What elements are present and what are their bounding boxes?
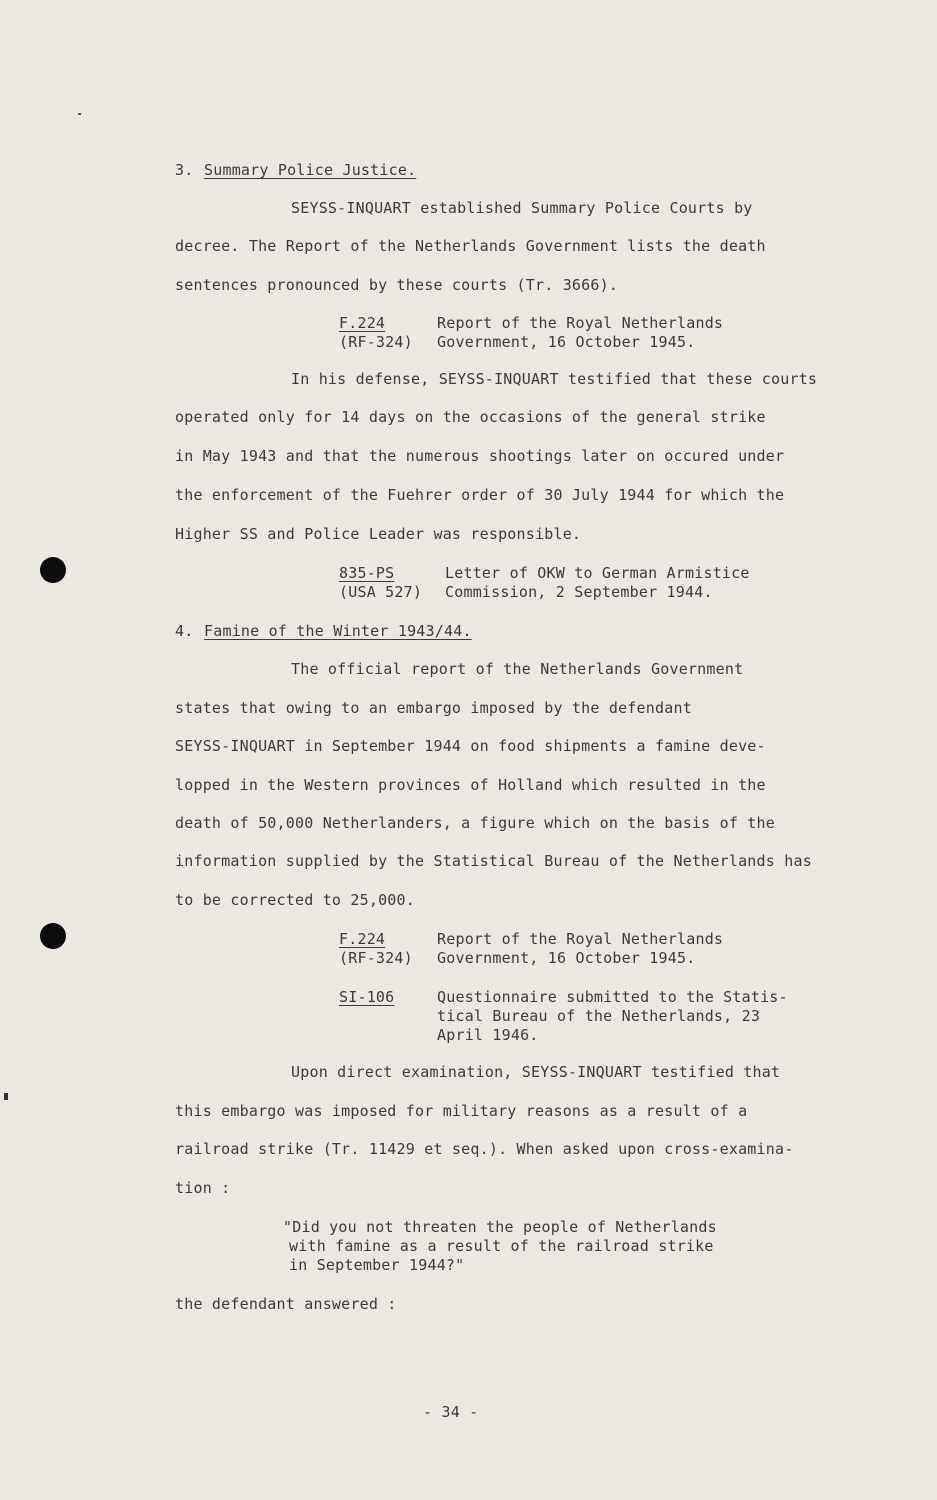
punch-hole-bottom — [40, 923, 66, 949]
closing-line: the defendant answered : — [175, 1295, 397, 1313]
quote-line1: "Did you not threaten the people of Netherlands — [283, 1218, 717, 1236]
ref4-desc-line1: Questionnaire submitted to the Statis- — [437, 988, 788, 1006]
ref1-desc-line2: Government, 16 October 1945. — [437, 333, 696, 351]
s4-para2-line3: railroad strike (Tr. 11429 et seq.). When asked upon cross-examina- — [175, 1140, 794, 1158]
speck-mark — [78, 113, 81, 115]
s4-para1-line5: death of 50,000 Netherlanders, a figure which on the basis of the — [175, 814, 775, 832]
ref2-exhibit: 835-PS — [339, 564, 395, 582]
s3-para2-line4: the enforcement of the Fuehrer order of 30 July 1944 for which the — [175, 486, 785, 504]
s3-para2-line3: in May 1943 and that the numerous shootings later on occured under — [175, 447, 785, 465]
ref2-desc-line1: Letter of OKW to German Armistice — [445, 564, 750, 582]
s4-para1-line7: to be corrected to 25,000. — [175, 891, 415, 909]
section-3-title: Summary Police Justice. — [204, 161, 417, 179]
ref4-desc-line2: tical Bureau of the Netherlands, 23 — [437, 1007, 761, 1025]
quote-line3: in September 1944?" — [289, 1256, 465, 1274]
quote-line2: with famine as a result of the railroad strike — [289, 1237, 714, 1255]
ref3-ref: (RF-324) — [339, 949, 413, 967]
s3-para1-line1: SEYSS-INQUART established Summary Police Courts by — [291, 199, 753, 217]
punch-hole-top — [40, 557, 66, 583]
ref1-ref: (RF-324) — [339, 333, 413, 351]
section-4-number: 4. — [175, 622, 194, 640]
ref1-exhibit: F.224 — [339, 314, 386, 332]
ref3-desc-line2: Government, 16 October 1945. — [437, 949, 696, 967]
s3-para1-line2: decree. The Report of the Netherlands Government lists the death — [175, 237, 766, 255]
ref2-ref: (USA 527) — [339, 583, 423, 601]
s3-para1-line3: sentences pronounced by these courts (Tr. 3666). — [175, 276, 619, 294]
ref3-exhibit: F.224 — [339, 930, 386, 948]
page-number: - 34 - — [423, 1403, 479, 1421]
s4-para1-line3: SEYSS-INQUART in September 1944 on food shipments a famine deve- — [175, 737, 766, 755]
s4-para2-line2: this embargo was imposed for military reasons as a result of a — [175, 1102, 748, 1120]
s3-para2-line2: operated only for 14 days on the occasions of the general strike — [175, 408, 766, 426]
s4-para2-line1: Upon direct examination, SEYSS-INQUART testified that — [291, 1063, 781, 1081]
s4-para1-line6: information supplied by the Statistical Bureau of the Netherlands has — [175, 852, 812, 870]
ref3-desc-line1: Report of the Royal Netherlands — [437, 930, 724, 948]
section-4-title: Famine of the Winter 1943/44. — [204, 622, 472, 640]
s4-para2-line4: tion : — [175, 1179, 231, 1197]
s4-para1-line4: lopped in the Western provinces of Holland which resulted in the — [175, 776, 766, 794]
ref4-exhibit: SI-106 — [339, 988, 395, 1006]
ref2-desc-line2: Commission, 2 September 1944. — [445, 583, 713, 601]
ref4-desc-line3: April 1946. — [437, 1026, 539, 1044]
section-3-number: 3. — [175, 161, 194, 179]
s3-para2-line1: In his defense, SEYSS-INQUART testified that these courts — [291, 370, 818, 388]
s4-para1-line2: states that owing to an embargo imposed by the defendant — [175, 699, 692, 717]
ref1-desc-line1: Report of the Royal Netherlands — [437, 314, 724, 332]
s3-para2-line5: Higher SS and Police Leader was responsible. — [175, 525, 582, 543]
edge-mark — [4, 1093, 8, 1100]
s4-para1-line1: The official report of the Netherlands Government — [291, 660, 744, 678]
